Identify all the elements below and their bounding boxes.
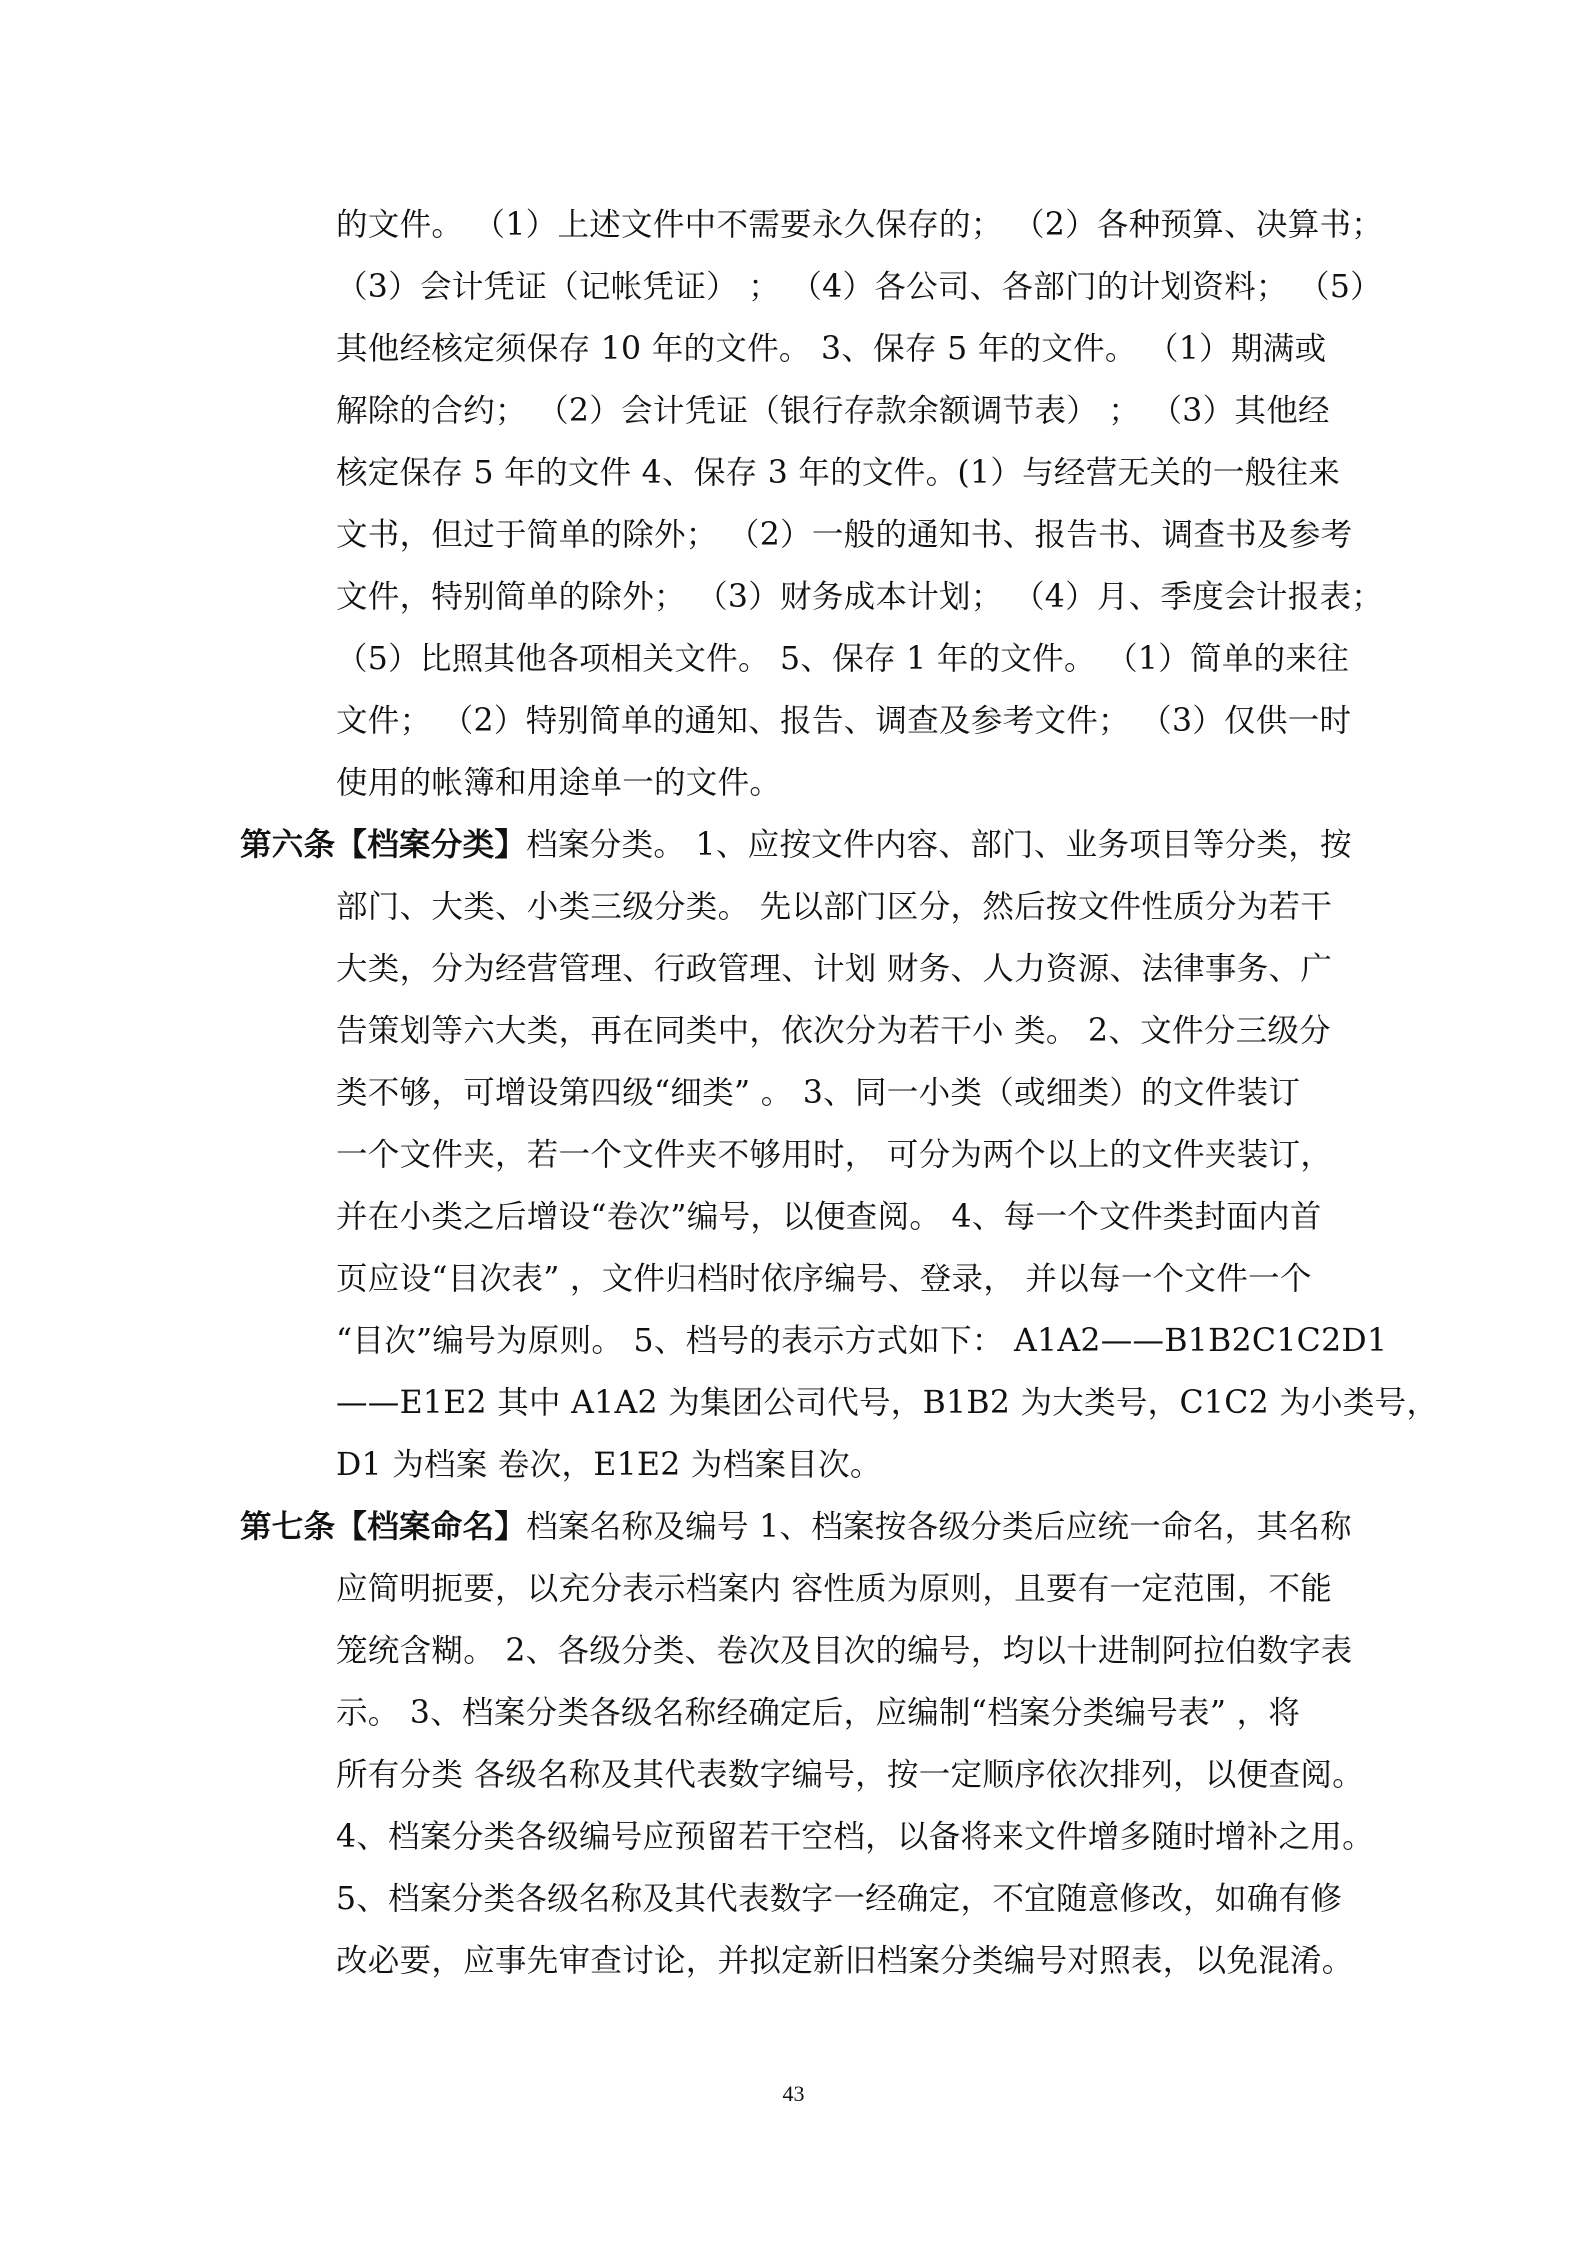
text-line: （3）会计凭证（记帐凭证） ； （4）各公司、各部门的计划资料； （5） — [336, 269, 1382, 305]
text-line: 文件，特别简单的除外； （3）财务成本计划； （4）月、季度会计报表； — [336, 579, 1384, 615]
article-6-first-line — [240, 825, 1352, 865]
text-line: 部门、大类、小类三级分类。 先以部门区分，然后按文件性质分为若干 — [336, 889, 1333, 925]
article-7-first-line — [240, 1507, 1352, 1547]
text-line: 并在小类之后增设“卷次”编号，以便查阅。 4、每一个文件类封面内首 — [336, 1199, 1322, 1235]
text-line: 类不够，可增设第四级“细类” 。 3、同一小类（或细类）的文件装订 — [336, 1075, 1301, 1111]
text-line: 文件； （2）特别简单的通知、报告、调查及参考文件； （3）仅供一时 — [336, 703, 1352, 739]
text-line: （5）比照其他各项相关文件。 5、保存 1 年的文件。 （1）简单的来往 — [336, 641, 1350, 677]
text-line: 文书，但过于简单的除外； （2）一般的通知书、报告书、调查书及参考 — [336, 517, 1353, 553]
text-line: 解除的合约； （2）会计凭证（银行存款余额调节表） ； （3）其他经 — [336, 393, 1330, 429]
text-line: 的文件。 （1）上述文件中不需要永久保存的； （2）各种预算、决算书； — [336, 207, 1384, 243]
text-line: 4、档案分类各级编号应预留若干空档，以备将来文件增多随时增补之用。 — [336, 1819, 1374, 1855]
text-line: D1 为档案 卷次，E1E2 为档案目次。 — [336, 1447, 882, 1483]
text-line: 所有分类 各级名称及其代表数字编号，按一定顺序依次排列，以便查阅。 — [336, 1757, 1364, 1793]
article-6-text: 档案分类。 1、应按文件内容、部门、业务项目等分类，按 — [526, 827, 1352, 863]
text-line: 应简明扼要，以充分表示档案内 容性质为原则，且要有一定范围，不能 — [336, 1571, 1333, 1607]
text-line: ——E1E2 其中 A1A2 为集团公司代号，B1B2 为大类号，C1C2 为小类号， — [336, 1385, 1439, 1421]
text-line: 改必要，应事先审查讨论，并拟定新旧档案分类编号对照表，以免混淆。 — [336, 1943, 1354, 1979]
page-number: 43 — [782, 2081, 805, 2106]
text-line: 大类，分为经营管理、行政管理、计划 财务、人力资源、法律事务、广 — [336, 951, 1333, 987]
text-line: 5、档案分类各级名称及其代表数字一经确定，不宜随意修改，如确有修 — [336, 1881, 1343, 1917]
text-line: 其他经核定须保存 10 年的文件。 3、保存 5 年的文件。 （1）期满或 — [336, 331, 1327, 367]
text-line: 告策划等六大类，再在同类中，依次分为若干小 类。 2、文件分三级分 — [336, 1013, 1331, 1049]
article-7-text: 档案名称及编号 1、档案按各级分类后应统一命名，其名称 — [526, 1509, 1352, 1545]
text-line: 一个文件夹，若一个文件夹不够用时， 可分为两个以上的文件夹装订， — [336, 1137, 1333, 1173]
text-line: “目次”编号为原则。 5、档号的表示方式如下： A1A2——B1B2C1C2D1 — [336, 1323, 1388, 1359]
article-6-heading: 第六条【档案分类】 — [240, 826, 527, 863]
article-7-heading: 第七条【档案命名】 — [240, 1508, 527, 1545]
text-line: 核定保存 5 年的文件 4、保存 3 年的文件。(1）与经营无关的一般往来 — [336, 455, 1341, 491]
text-line: 笼统含糊。 2、各级分类、卷次及目次的编号，均以十进制阿拉伯数字表 — [336, 1633, 1353, 1669]
text-line: 示。 3、档案分类各级名称经确定后，应编制“档案分类编号表” ，将 — [336, 1695, 1301, 1731]
text-line: 使用的帐簿和用途单一的文件。 — [336, 765, 782, 801]
text-line: 页应设“目次表” ，文件归档时依序编号、登录， 并以每一个文件一个 — [336, 1261, 1312, 1297]
